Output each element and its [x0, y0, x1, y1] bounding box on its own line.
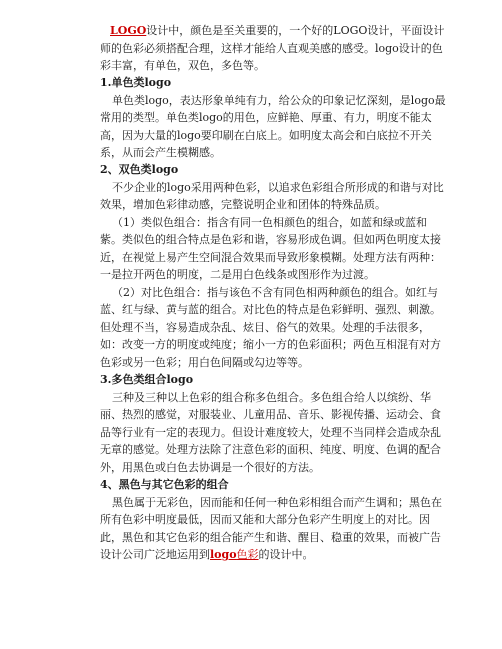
section-3 [100, 371, 441, 476]
section-3-line: 无章的感觉。处理方法除了注意色彩的面积、纯度、明度、色调的配合 [100, 443, 441, 456]
intro-line-3: 彩丰富，有单色，双色，多色等。 [100, 59, 265, 72]
intro-paragraph [100, 22, 445, 75]
section-1-line: 系，从而会产生模糊感。 [100, 146, 221, 159]
section-2-line: 但处理不当，容易造成杂乱、炫目、俗气的效果。处理的手法很多， [100, 320, 430, 334]
section-3-heading: 3.多色类组合logo [100, 373, 194, 386]
section-4-line-last: 设计公司广泛地运用到logo色彩的设计中。 [100, 548, 314, 561]
section-2-line: 如：改变一方的明度或纯度；缩小一方的色彩面积；两色互相混有对方 [100, 338, 441, 351]
section-2-line: （2）对比色组合：指与该色不含有同色相两种颜色的组合。如红与 [112, 285, 438, 299]
section-4-line: 此，黑色和其它色彩的组合能产生和谐、醒目、稳重的效果，而被广告 [100, 530, 441, 544]
intro-line-2: 师的色彩必须搭配合理，这样才能给人直观美感的感受。logo设计的色 [100, 41, 443, 55]
section-3-line: 三种及三种以上色彩的组合称多色组合。多色组合给人以缤纷、华 [112, 390, 431, 404]
section-1-line: 常用的类型。单色类logo的用色，应鲜艳、厚重、有力，明度不能太 [100, 111, 432, 124]
section-2 [100, 161, 444, 371]
section-3-line: 丽、热烈的感觉，对服装业、儿童用品、音乐、影视传播、运动会、食 [100, 408, 441, 421]
intro-line-1: LOGO设计中，颜色是至关重要的，一个好的LOGO设计，平面设计 [110, 24, 445, 37]
section-4-heading: 4、黑色与其它色彩的组合 [100, 478, 229, 491]
section-4-line: 黑色属于无彩色，因而能和任何一种色彩相组合而产生调和；黑色在 [112, 495, 442, 509]
logo-color-link-bold[interactable]: logo [210, 548, 237, 561]
section-2-line: 一是拉开两色的明度，二是用白色线条或图形作为过渡。 [100, 268, 375, 281]
section-3-line: 品等行业有一定的表现力。但设计难度较大，处理不当同样会造成杂乱 [100, 425, 441, 439]
section-1-heading: 1.单色类logo [100, 76, 172, 89]
section-3-line: 外，用黑色或白色去协调是一个很好的方法。 [100, 460, 320, 474]
section-1 [100, 74, 446, 162]
section-2-line: 效果，增加色彩律动感，完整说明企业和团体的特殊品质。 [100, 198, 386, 211]
section-2-heading: 2、双色类logo [100, 163, 179, 176]
section-4 [100, 476, 442, 564]
section-1-line: 高，因为大量的logo要印刷在白底上。如明度太高会和白底拉不开关 [100, 128, 432, 142]
section-4-line: 所有色彩中明度最低，因而又能和大部分色彩产生明度上的对比。因 [100, 513, 430, 526]
section-2-line: （1）类似色组合：指含有同一色相颜色的组合，如蓝和绿或蓝和 [112, 215, 427, 229]
section-2-line: 近，在视觉上易产生空间混合效果而导致形象模糊。处理方法有两种： [100, 250, 441, 264]
logo-link[interactable]: LOGO [110, 24, 147, 37]
section-1-line: 单色类logo，表达形象单纯有力，给公众的印象记忆深刻，是logo最 [112, 93, 446, 107]
section-2-line: 色彩或另一色彩；用白色间隔或勾边等等。 [100, 355, 309, 369]
section-2-line: 紫。类似色的组合特点是色彩和谐，容易形成色调。但如两色明度太接 [100, 233, 441, 246]
section-2-line: 不少企业的logo采用两种色彩，以追求色彩组合所形成的和谐与对比 [112, 180, 444, 194]
section-2-line: 蓝、红与绿、黄与蓝的组合。对比色的特点是色彩鲜明、强烈、刺激。 [100, 303, 441, 316]
logo-color-link-plain[interactable]: 色彩 [236, 548, 259, 561]
